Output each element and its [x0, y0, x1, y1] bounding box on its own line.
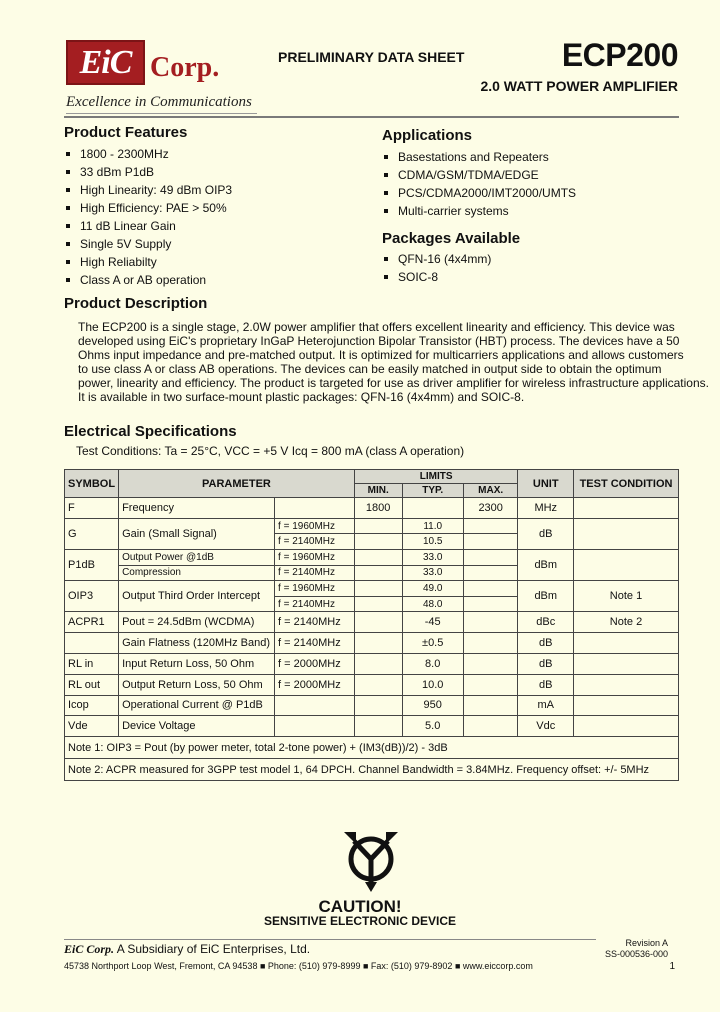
cell: 8.0: [402, 653, 463, 674]
part-number: ECP200: [561, 37, 678, 73]
cell: Device Voltage: [119, 716, 275, 737]
cell: [354, 633, 402, 654]
cell: 33.0: [402, 565, 463, 581]
cell: f = 2000MHz: [275, 674, 355, 695]
cell: f = 2000MHz: [275, 653, 355, 674]
table-row: [65, 549, 679, 565]
footer-address: 45738 Northport Loop West, Fremont, CA 94538 ■ Phone: (510) 979-8999 ■ Fax: (510) 979-8902 ■ www.eiccorp.com: [64, 961, 533, 971]
cell: [574, 518, 679, 549]
cell: 10.5: [402, 534, 463, 550]
col-test: TEST CONDITION: [574, 470, 679, 498]
cell: [463, 653, 518, 674]
cell: -45: [402, 612, 463, 633]
cell: f = 1960MHz: [275, 549, 355, 565]
list-item: QFN-16 (4x4mm): [382, 250, 491, 268]
list-item: Class A or AB operation: [64, 271, 232, 289]
cell: mA: [518, 695, 574, 716]
list-item: 1800 - 2300MHz: [64, 145, 232, 163]
cell: 5.0: [402, 716, 463, 737]
col-symbol: SYMBOL: [65, 470, 119, 498]
cell: 2300: [463, 498, 518, 519]
footer-doc-number: SS-000536-000: [604, 949, 668, 959]
col-max: MAX.: [463, 484, 518, 498]
cell: [354, 565, 402, 581]
cell: dB: [518, 518, 574, 549]
cell: 48.0: [402, 596, 463, 612]
list-item: Single 5V Supply: [64, 235, 232, 253]
cell: [463, 518, 518, 534]
cell: f = 1960MHz: [275, 581, 355, 597]
col-min: MIN.: [354, 484, 402, 498]
cell: Vde: [65, 716, 119, 737]
list-item: Multi-carrier systems: [382, 202, 576, 220]
cell: [354, 674, 402, 695]
cell: 11.0: [402, 518, 463, 534]
cell: [354, 549, 402, 565]
list-item: High Linearity: 49 dBm OIP3: [64, 181, 232, 199]
cell: [354, 612, 402, 633]
cell: [574, 498, 679, 519]
footer-subsidiary: A Subsidiary of EiC Enterprises, Ltd.: [116, 942, 311, 956]
cell: [275, 716, 355, 737]
caution-subtitle: SENSITIVE ELECTRONIC DEVICE: [263, 914, 457, 928]
cell: Gain (Small Signal): [119, 518, 275, 549]
footer-revision: Revision A: [625, 938, 668, 948]
cell: Icop: [65, 695, 119, 716]
list-item: High Efficiency: PAE > 50%: [64, 199, 232, 217]
cell: F: [65, 498, 119, 519]
description-line: developed using EiC's proprietary InGaP Heterojunction Bipolar Transistor (HBT) process. The devices have a 50: [78, 334, 680, 348]
cell: 1800: [354, 498, 402, 519]
cell: Frequency: [119, 498, 275, 519]
cell: dB: [518, 633, 574, 654]
table-row: [65, 695, 679, 716]
description-line: power, linearity and efficiency. The product is targeted for use as driver amplifier for wireless infrastructure applications.: [78, 376, 709, 390]
cell: [463, 612, 518, 633]
cell: [463, 674, 518, 695]
cell: dBc: [518, 612, 574, 633]
cell: Input Return Loss, 50 Ohm: [119, 653, 275, 674]
electrical-heading: Electrical Specifications: [64, 423, 237, 440]
cell: f = 1960MHz: [275, 518, 355, 534]
description-line: It is available in two surface-mount plastic packages: QFN-16 (4x4mm) and SOIC-8.: [78, 390, 525, 404]
col-parameter: PARAMETER: [119, 470, 355, 498]
cell: 950: [402, 695, 463, 716]
logo-corp-text: Corp.: [150, 52, 220, 83]
cell: OIP3: [65, 581, 119, 612]
list-item: 33 dBm P1dB: [64, 163, 232, 181]
col-typ: TYP.: [402, 484, 463, 498]
cell: [574, 716, 679, 737]
caution-title: CAUTION!: [318, 897, 402, 916]
cell: MHz: [518, 498, 574, 519]
cell: f = 2140MHz: [275, 596, 355, 612]
test-conditions: Test Conditions: Ta = 25°C, VCC = +5 V Icq = 800 mA (class A operation): [76, 444, 465, 458]
cell: [65, 633, 119, 654]
applications-heading: Applications: [382, 127, 473, 144]
header-divider: [64, 116, 679, 118]
note-1: Note 1: OIP3 = Pout (by power meter, total 2-tone power) + (IM3(dB))/2) - 3dB: [65, 737, 679, 759]
description-line: to use class A or class AB operations. The devices can be easily matched in output side to obtain the optimum: [78, 362, 662, 376]
features-list: [64, 145, 232, 289]
cell: ACPR1: [65, 612, 119, 633]
cell: f = 2140MHz: [275, 612, 355, 633]
footer-revision-block: [605, 938, 668, 960]
spec-table: [64, 469, 679, 781]
cell: [463, 534, 518, 550]
list-item: 11 dB Linear Gain: [64, 217, 232, 235]
cell: Note 2: [574, 612, 679, 633]
cell: P1dB: [65, 549, 119, 580]
cell: [275, 695, 355, 716]
cell: dB: [518, 653, 574, 674]
cell: 33.0: [402, 549, 463, 565]
cell: RL out: [65, 674, 119, 695]
footer-rule: [64, 939, 596, 940]
cell: [354, 653, 402, 674]
cell: [574, 674, 679, 695]
cell: f = 2140MHz: [275, 565, 355, 581]
packages-list: [382, 250, 491, 286]
cell: [275, 498, 355, 519]
list-item: High Reliabilty: [64, 253, 232, 271]
cell: Output Power @1dB: [119, 549, 275, 565]
list-item: PCS/CDMA2000/IMT2000/UMTS: [382, 184, 576, 202]
list-item: Basestations and Repeaters: [382, 148, 576, 166]
cell: 49.0: [402, 581, 463, 597]
cell: Compression: [119, 565, 275, 581]
doc-type: PRELIMINARY DATA SHEET: [278, 49, 465, 65]
cell: [463, 581, 518, 597]
description-text: [78, 320, 709, 404]
features-heading: Product Features: [64, 124, 188, 141]
tagline-rule: [66, 113, 257, 114]
cell: [463, 716, 518, 737]
company-tagline: Excellence in Communications: [66, 94, 252, 110]
esd-warning-icon: [340, 826, 402, 892]
company-logo: EiC: [66, 40, 145, 85]
cell: dBm: [518, 581, 574, 612]
list-item: CDMA/GSM/TDMA/EDGE: [382, 166, 576, 184]
cell: [354, 596, 402, 612]
footer-brand: EiC Corp.: [64, 942, 115, 956]
footer-company: [64, 942, 310, 957]
cell: dBm: [518, 549, 574, 580]
cell: [402, 498, 463, 519]
cell: [574, 633, 679, 654]
cell: [354, 518, 402, 534]
cell: [354, 716, 402, 737]
cell: [574, 549, 679, 580]
table-row: [65, 737, 679, 759]
cell: [354, 695, 402, 716]
table-row: [65, 716, 679, 737]
cell: Vdc: [518, 716, 574, 737]
cell: [574, 695, 679, 716]
cell: Gain Flatness (120MHz Band): [119, 633, 275, 654]
cell: f = 2140MHz: [275, 534, 355, 550]
col-unit: UNIT: [518, 470, 574, 498]
col-limits: LIMITS: [354, 470, 518, 484]
cell: [463, 633, 518, 654]
cell: G: [65, 518, 119, 549]
description-line: The ECP200 is a single stage, 2.0W power amplifier that offers excellent linearity and efficiency. This device was: [78, 320, 675, 334]
list-item: SOIC-8: [382, 268, 491, 286]
cell: Note 1: [574, 581, 679, 612]
page-number: 1: [669, 961, 675, 972]
cell: [463, 695, 518, 716]
description-heading: Product Description: [64, 295, 208, 312]
table-row: [65, 518, 679, 534]
description-line: Ohms input impedance and pre-matched output. It is optimized for multicarriers applications and allows customers: [78, 348, 684, 362]
cell: Output Return Loss, 50 Ohm: [119, 674, 275, 695]
cell: 10.0: [402, 674, 463, 695]
cell: [463, 565, 518, 581]
table-row: [65, 612, 679, 633]
cell: Output Third Order Intercept: [119, 581, 275, 612]
table-row: [65, 581, 679, 597]
cell: f = 2140MHz: [275, 633, 355, 654]
cell: [574, 653, 679, 674]
product-subtitle: 2.0 WATT POWER AMPLIFIER: [480, 78, 678, 94]
cell: Pout = 24.5dBm (WCDMA): [119, 612, 275, 633]
packages-heading: Packages Available: [382, 230, 521, 247]
table-row: [65, 633, 679, 654]
table-row: [65, 759, 679, 781]
applications-list: [382, 148, 576, 220]
table-row: [65, 653, 679, 674]
cell: Operational Current @ P1dB: [119, 695, 275, 716]
cell: dB: [518, 674, 574, 695]
cell: [463, 549, 518, 565]
cell: [463, 596, 518, 612]
cell: RL in: [65, 653, 119, 674]
note-2: Note 2: ACPR measured for 3GPP test model 1, 64 DPCH. Channel Bandwidth = 3.84MHz. Frequency offset: +/- 5MHz: [65, 759, 679, 781]
cell: [354, 534, 402, 550]
table-row: [65, 498, 679, 519]
cell: [354, 581, 402, 597]
table-row: [65, 674, 679, 695]
cell: ±0.5: [402, 633, 463, 654]
